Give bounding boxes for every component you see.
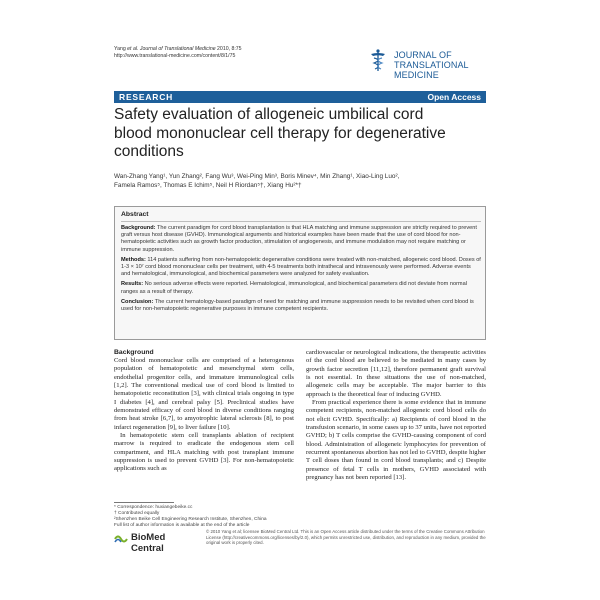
abstract-divider	[121, 221, 481, 222]
article-title	[114, 106, 486, 162]
section-banner	[114, 91, 486, 103]
citation	[114, 46, 242, 60]
abstract-box	[114, 206, 486, 340]
abstract-heading: Abstract	[121, 211, 149, 218]
body-column-left	[114, 349, 294, 474]
abstract-text: The current hematology-based paradigm of need for matching and immune suppression needs to be revisited when cord blood is used for non-hematopoietic regenerative purposes in immune competent recipients.	[121, 298, 474, 313]
abstract-methods	[121, 257, 481, 279]
abstract-label: Background:	[121, 225, 156, 231]
citation-url[interactable]: http://www.translational-medicine.com/content/8/1/75	[114, 53, 236, 59]
citation-line-1	[114, 46, 242, 53]
license-notice: © 2010 Yang et al; licensee BioMed Central Ltd. This is an Open Access article distributed under the terms of the Creative Commons Attribution License (http://creativecommons.org/licenses/by/2.0), which permits unrestricted use, distribution, and reproduction in any medium, provided the original work is properly cited.	[206, 529, 486, 546]
footnote-correspondence[interactable]: * Correspondence: huxiangebeike.cc	[114, 505, 193, 510]
journal-logo-line-1: JOURNAL OF	[394, 50, 452, 60]
abstract-conclusion	[121, 299, 481, 313]
citation-journal	[127, 46, 215, 52]
author-list	[114, 172, 486, 190]
abstract-body	[121, 225, 481, 316]
abstract-results	[121, 281, 481, 295]
caduceus-icon	[366, 48, 390, 72]
authors-line-2: Famela Ramos⁵, Thomas E Ichim⁵, Neil H Riordan⁵†, Xiang Hu²*†	[114, 182, 302, 189]
abstract-text: 114 patients suffering from non-hematopoietic degenerative conditions were treated with non-matched, allogeneic cord blood. Doses of 1-3 × 10⁷ cord blood mononuclear cells per treatment, with 4-5 treatments both intrathecal and intravenously were performed. Adverse events and hematological, immunological, and biochemical parameters were analyzed for safety evaluation.	[121, 256, 481, 278]
biomed-central-logo	[114, 531, 200, 554]
body-paragraph: cardiovascular or neurological indications, the therapeutic activities of the cord blood are believed to be mediated in many cases by growth factor secretion [11,12], therefore permanent graft survival is not essential. In these situations the use of non-matched, allogeneic cells may be acceptable. The major barrier to this approach is the theoretical fear of inducing GVHD.	[306, 349, 486, 398]
footnote-rule	[114, 502, 174, 503]
citation-volume: 2010, 8:75	[215, 46, 242, 52]
abstract-text: No serious adverse effects were reported. Hematological, immunological, and biochemical parameters did not deviate from normal ranges as a result of therapy.	[121, 281, 467, 295]
footnote-affiliation: ²Shenzhen Beike Cell Engineering Research Institute, Shenzhen, China	[114, 517, 267, 522]
biomed-central-text: BioMed Central	[131, 532, 166, 554]
footnote-more-info: Full list of author information is available at the end of the article	[114, 523, 250, 528]
body-column-right	[306, 349, 486, 483]
citation-etal: et al.	[127, 46, 139, 52]
abstract-text: The current paradigm for cord blood transplantation is that HLA matching and immune suppression are strictly required to prevent graft versus host disease (GVHD). Immunological arguments and historical examples have been made that the use of cord blood for non-hematopoietic activities such as growth factor production, stimulation of angiogenesis, and immune modulation may not require matching or immune suppression.	[121, 225, 477, 253]
body-paragraph: In hematopoietic stem cell transplants ablation of recipient marrow is required to eradicate the endogenous stem cell compartment, and HLA matching with post transplant immune suppression is used to prevent GVHD [3]. For non-hematopoietic applications such as	[114, 432, 294, 473]
biomed-central-mark-icon	[114, 533, 128, 545]
journal-logo-line-2: TRANSLATIONAL MEDICINE	[394, 60, 469, 80]
citation-authors: Yang	[114, 46, 128, 52]
title-line-3: conditions	[114, 143, 184, 160]
title-line-1: Safety evaluation of allogeneic umbilical cord	[114, 106, 424, 123]
journal-logo	[366, 48, 490, 80]
banner-type: RESEARCH	[119, 92, 174, 102]
journal-logo-text	[394, 50, 490, 80]
abstract-label: Results:	[121, 281, 144, 288]
body-paragraph: From practical experience there is some evidence that in immune competent recipients, non-matched allogeneic cord blood cells do not elicit GVHD. Specifically: a) Recipients of cord blood in the transfusion scenario, in some cases up to 37 units, have not reported GVHD; b) T cells comprise the GVHD-causing component of cord blood. Administration of allogeneic lymphocytes for prevention of recurrent spontaneous abortion has not led to GVHD, despite higher T cell doses than found in cord blood transplants; and c) Despite presence of fetal T cells in mothers, GVHD associated with pregnancy has not been reported [13].	[306, 399, 486, 482]
footnotes	[114, 505, 294, 529]
abstract-label: Conclusion:	[121, 298, 154, 305]
citation-journal-name: Journal of Translational Medicine	[138, 46, 216, 52]
body-paragraph: Cord blood mononuclear cells are comprised of a heterogenous population of hematopoietic and mesenchymal stem cells, endothelial progenitor cells, and immature immunological cells [1,2]. The conventional medical use of cord blood is limited to hematopoietic reconstitution [3], with clinical trials ongoing in type I diabetes [4], and cerebral palsy [5]. Preclinical studies have demonstrated efficacy of cord blood in diverse conditions ranging from heat stroke [6,7], to amyotrophic lateral sclerosis [8], to post infarct regeneration [9], to liver failure [10].	[114, 357, 294, 431]
footnote-equal-contribution: † Contributed equally	[114, 511, 160, 516]
title-line-2: blood mononuclear cell therapy for degenerative	[114, 124, 446, 142]
abstract-label: Methods:	[121, 256, 146, 263]
abstract-background	[121, 225, 481, 254]
authors-line-1: Wan-Zhang Yang¹, Yun Zhang², Fang Wu³, Wei-Ping Min³, Boris Minev⁴, Min Zhang¹, Xiao-Ling Luo²,	[114, 173, 400, 180]
banner-access: Open Access	[427, 92, 481, 102]
section-heading: Background	[114, 349, 154, 356]
